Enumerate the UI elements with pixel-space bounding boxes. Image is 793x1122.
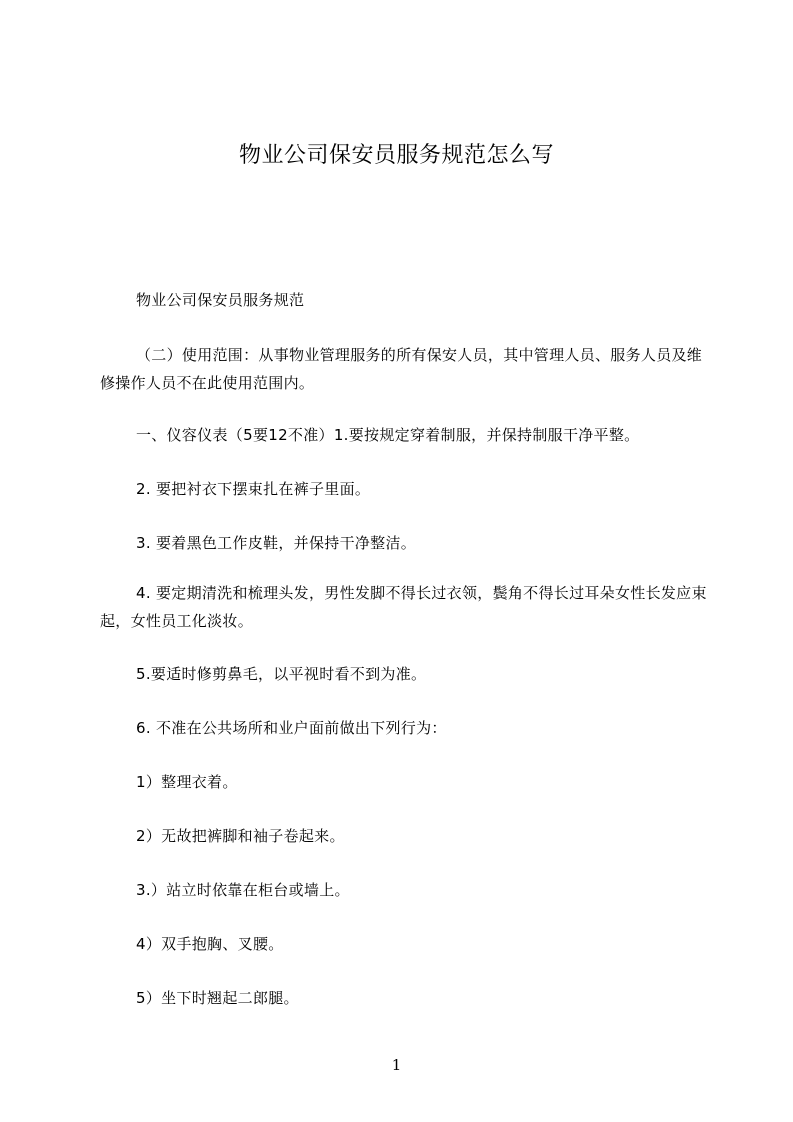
paragraph-appearance-2: 2. 要把衬衣下摆束扎在裤子里面。: [136, 480, 371, 498]
list-item-5: 5）坐下时翘起二郎腿。: [136, 989, 299, 1007]
list-item-3: 3.）站立时依靠在柜台或墙上。: [136, 881, 350, 899]
list-item-2: 2）无故把裤脚和袖子卷起来。: [136, 827, 345, 845]
list-item-1: 1）整理衣着。: [136, 773, 238, 791]
paragraph-appearance-1: 一、仪容仪表（5要12不准）1.要按规定穿着制服，并保持制服干净平整。: [136, 426, 640, 444]
document-title: 物业公司保安员服务规范怎么写: [238, 143, 554, 168]
paragraph-subtitle: 物业公司保安员服务规范: [136, 291, 305, 309]
list-item-4: 4）双手抱胸、叉腰。: [136, 935, 284, 953]
paragraph-appearance-6: 6. 不准在公共场所和业户面前做出下列行为：: [136, 719, 447, 737]
paragraph-appearance-3: 3. 要着黑色工作皮鞋，并保持干净整洁。: [136, 534, 417, 552]
paragraph-scope: （二）使用范围：从事物业管理服务的所有保安人员，其中管理人员、服务人员及维修操作人员不在此使用范围内。: [100, 346, 703, 392]
paragraph-appearance-4: 4. 要定期清洗和梳理头发，男性发脚不得长过衣领，鬓角不得长过耳朵女性长发应束起，女性员工化淡妆。: [100, 584, 707, 630]
paragraph-appearance-5: 5.要适时修剪鼻毛，以平视时看不到为准。: [136, 665, 427, 683]
page-number: 1: [391, 1056, 402, 1074]
